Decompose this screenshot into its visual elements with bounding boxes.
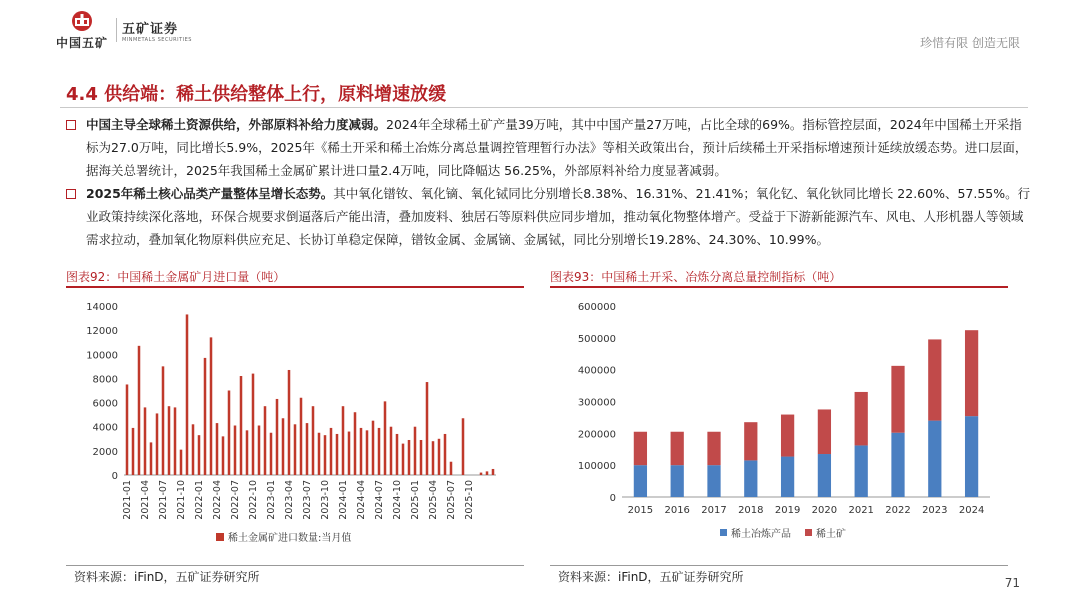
logo-divider <box>116 18 117 42</box>
import-bar <box>210 337 213 475</box>
bullet-2-text: 其中氧化镨钕、氧化镝、氧化铽同比分别增长8.38%、16.31%、21.41%；氧化钇、氧化钬同比增长 22.60%、57.55%。行业政策持续深化落地，环保合规要求倒逼落后产能出清，叠加废料、独居石等原料供应同步增加，推动氧化物整体增产。受益于下游新能源汽车、风电、人形机器人等领域需求拉动，叠加氧化物原料供应充足、长协订单稳定保障，镨钕金属、金属镝、金属铽，同比分别增长19.28%、24.30%、10.99%。 <box>86 186 1031 247</box>
import-bar <box>396 434 399 475</box>
import-bar <box>294 424 297 475</box>
import-bar <box>150 442 153 475</box>
import-bar <box>402 444 405 475</box>
mining-bar <box>707 432 720 465</box>
bullet-1-lead: 中国主导全球稀土资源供给，外部原料补给力度减弱。 <box>86 117 387 132</box>
import-bar <box>408 440 411 475</box>
import-bar <box>180 450 183 475</box>
x-tick-label: 2025-04 <box>428 480 439 520</box>
import-bar <box>258 426 261 475</box>
import-bar <box>492 469 495 475</box>
x-tick-label: 2018 <box>738 505 764 516</box>
logo-right-sub: MINMETALS SECURITIES <box>122 37 192 43</box>
import-bar <box>174 407 177 475</box>
import-bar <box>450 462 453 475</box>
import-bar <box>234 426 237 475</box>
legend-label: 稀土冶炼产品 <box>731 529 791 540</box>
y-tick-label: 14000 <box>86 302 118 313</box>
import-bar <box>486 471 489 475</box>
bullet-item-1 <box>66 113 1032 182</box>
x-tick-label: 2025-01 <box>410 480 421 520</box>
bullet-square-icon <box>66 120 76 130</box>
page-number: 71 <box>1004 576 1020 590</box>
import-bar <box>366 430 369 475</box>
import-bar <box>252 374 255 475</box>
import-bar <box>168 406 171 475</box>
import-bar <box>138 346 141 475</box>
page-header <box>0 0 1080 66</box>
import-bar <box>384 401 387 475</box>
import-bar <box>378 428 381 475</box>
legend-swatch <box>805 529 812 536</box>
y-tick-label: 200000 <box>577 429 616 441</box>
import-bar <box>228 391 231 476</box>
import-bar <box>222 436 225 475</box>
x-tick-label: 2022-07 <box>230 480 241 520</box>
x-tick-label: 2021-07 <box>158 480 169 520</box>
y-tick-label: 400000 <box>577 365 616 377</box>
x-tick-label: 2024 <box>958 505 985 516</box>
import-bar <box>480 473 483 475</box>
x-tick-label: 2021-04 <box>140 480 151 520</box>
smelting-bar <box>965 416 978 497</box>
smelting-bar <box>855 445 868 497</box>
import-bar <box>348 432 351 475</box>
import-bar <box>144 407 147 475</box>
x-tick-label: 2022 <box>885 505 911 516</box>
import-bar <box>414 427 417 475</box>
mining-bar <box>818 409 831 454</box>
mining-bar <box>928 339 941 420</box>
import-bar <box>372 421 375 475</box>
x-tick-label: 2023 <box>922 505 948 516</box>
right-source: 资料来源：iFinD，五矿证券研究所 <box>558 570 744 584</box>
mining-bar <box>855 392 868 445</box>
x-tick-label: 2015 <box>627 505 654 516</box>
bullet-list <box>66 113 1032 251</box>
y-tick-label: 10000 <box>86 350 118 362</box>
x-tick-label: 2016 <box>664 505 690 516</box>
mining-bar <box>965 330 978 416</box>
import-bar <box>312 406 315 475</box>
x-tick-label: 2024-10 <box>392 480 403 520</box>
import-bar <box>390 427 393 475</box>
smelting-bar <box>928 421 941 497</box>
legend-label: 稀土金属矿进口数量:当月值 <box>228 533 352 544</box>
y-tick-label: 12000 <box>86 326 118 338</box>
y-tick-label: 6000 <box>92 398 118 410</box>
import-bar <box>282 418 285 475</box>
import-bar <box>240 376 243 475</box>
y-tick-label: 4000 <box>92 422 118 434</box>
page-title: 4.4 供给端：稀土供给整体上行，原料增速放缓 <box>66 84 447 105</box>
import-bar <box>306 423 309 475</box>
y-tick-label: 100000 <box>577 461 616 473</box>
smelting-bar <box>671 465 684 497</box>
bullet-1-text: 2024年全球稀土矿产量39万吨，其中中国产量27万吨，占比全球的69%。指标管控层面，2024年中国稀土开采指标为27.0万吨，同比增长5.9%，2025年《稀土开采和稀土冶炼分离总量调控管理暂行办法》等相关政策出台，预计后续稀土开采指标增速预计延续放缓态势。进口层面，据海关总署统计，2025年我国稀土金属矿累计进口量2.4万吨，同比降幅达 56.25%，外部原料补给力度显著减弱。 <box>86 117 1028 178</box>
import-bar <box>342 406 345 475</box>
x-tick-label: 2023-07 <box>302 480 313 520</box>
left-source: 资料来源：iFinD，五矿证券研究所 <box>74 570 260 584</box>
x-tick-label: 2019 <box>774 505 801 516</box>
import-bar <box>318 433 321 475</box>
minmetals-securities-logo <box>122 18 192 43</box>
x-tick-label: 2024-07 <box>374 480 385 520</box>
y-tick-label: 300000 <box>577 397 616 409</box>
x-tick-label: 2021 <box>848 505 874 516</box>
x-tick-label: 2025-10 <box>464 480 475 520</box>
import-bar <box>186 314 189 475</box>
y-tick-label: 500000 <box>577 333 616 345</box>
import-bar <box>360 428 363 475</box>
title-divider <box>60 107 1028 108</box>
import-bar <box>462 418 465 475</box>
import-bar <box>198 435 201 475</box>
import-bar <box>288 370 291 475</box>
bullet-2-lead: 2025年稀土核心品类产量整体呈增长态势。 <box>86 186 334 201</box>
smelting-bar <box>781 457 794 497</box>
legend-label: 稀土矿 <box>816 529 846 540</box>
import-bar <box>420 440 423 475</box>
legend-swatch <box>216 533 224 541</box>
import-bar <box>246 430 249 475</box>
mining-bar <box>744 422 757 460</box>
import-bar <box>330 428 333 475</box>
import-bar <box>216 423 219 475</box>
y-tick-label: 0 <box>609 493 616 504</box>
smelting-bar <box>891 433 904 497</box>
mining-bar <box>891 366 904 433</box>
china-minmetals-logo <box>52 10 112 51</box>
x-tick-label: 2020 <box>811 505 838 516</box>
import-bar <box>192 424 195 475</box>
logo-left-text: 中国五矿 <box>55 36 108 50</box>
x-tick-label: 2023-01 <box>266 480 277 520</box>
x-tick-label: 2024-01 <box>338 480 349 520</box>
bullet-item-2 <box>66 182 1032 251</box>
y-tick-label: 8000 <box>92 374 118 386</box>
y-tick-label: 0 <box>111 471 118 482</box>
import-bar <box>444 434 447 475</box>
right-chart-title-rule <box>550 286 1008 288</box>
import-bar <box>126 384 129 475</box>
import-bar <box>276 399 279 475</box>
import-bar <box>438 439 441 475</box>
smelting-bar <box>634 465 647 497</box>
import-volume-chart <box>66 290 526 558</box>
import-bar <box>300 398 303 475</box>
smelting-bar <box>707 465 720 497</box>
import-bar <box>432 441 435 475</box>
y-tick-label: 2000 <box>92 446 118 458</box>
import-bar <box>336 434 339 475</box>
right-source-rule <box>550 565 1008 566</box>
smelting-bar <box>818 454 831 497</box>
x-tick-label: 2022-01 <box>194 480 205 520</box>
import-bar <box>426 382 429 475</box>
import-bar <box>324 435 327 475</box>
x-tick-label: 2021-01 <box>122 480 133 520</box>
y-tick-label: 600000 <box>577 302 616 313</box>
bullet-square-icon <box>66 189 76 199</box>
left-source-rule <box>66 565 524 566</box>
minmetals-emblem-icon <box>69 10 95 32</box>
x-tick-label: 2025-07 <box>446 480 457 520</box>
mining-bar <box>634 432 647 465</box>
x-tick-label: 2022-10 <box>248 480 259 520</box>
smelting-bar <box>744 460 757 497</box>
x-tick-label: 2021-10 <box>176 480 187 520</box>
x-tick-label: 2023-04 <box>284 480 295 520</box>
x-tick-label: 2022-04 <box>212 480 223 520</box>
logo-right-text: 五矿证券 <box>122 22 179 37</box>
left-chart-title: 图表92：中国稀土金属矿月进口量（吨） <box>66 270 286 284</box>
import-bar <box>132 428 135 475</box>
mining-bar <box>671 432 684 465</box>
legend-swatch <box>720 529 727 536</box>
import-bar <box>162 366 165 475</box>
import-bar <box>270 433 273 475</box>
import-bar <box>204 358 207 475</box>
import-bar <box>156 413 159 475</box>
x-tick-label: 2017 <box>701 505 727 516</box>
import-bar <box>354 412 357 475</box>
left-chart-title-rule <box>66 286 524 288</box>
x-tick-label: 2023-10 <box>320 480 331 520</box>
x-tick-label: 2024-04 <box>356 480 367 520</box>
mining-bar <box>781 415 794 457</box>
import-bar <box>264 406 267 475</box>
right-chart-title: 图表93：中国稀土开采、冶炼分离总量控制指标（吨） <box>550 270 842 284</box>
quota-chart <box>550 290 1010 558</box>
header-slogan: 珍惜有限 创造无限 <box>920 36 1020 50</box>
